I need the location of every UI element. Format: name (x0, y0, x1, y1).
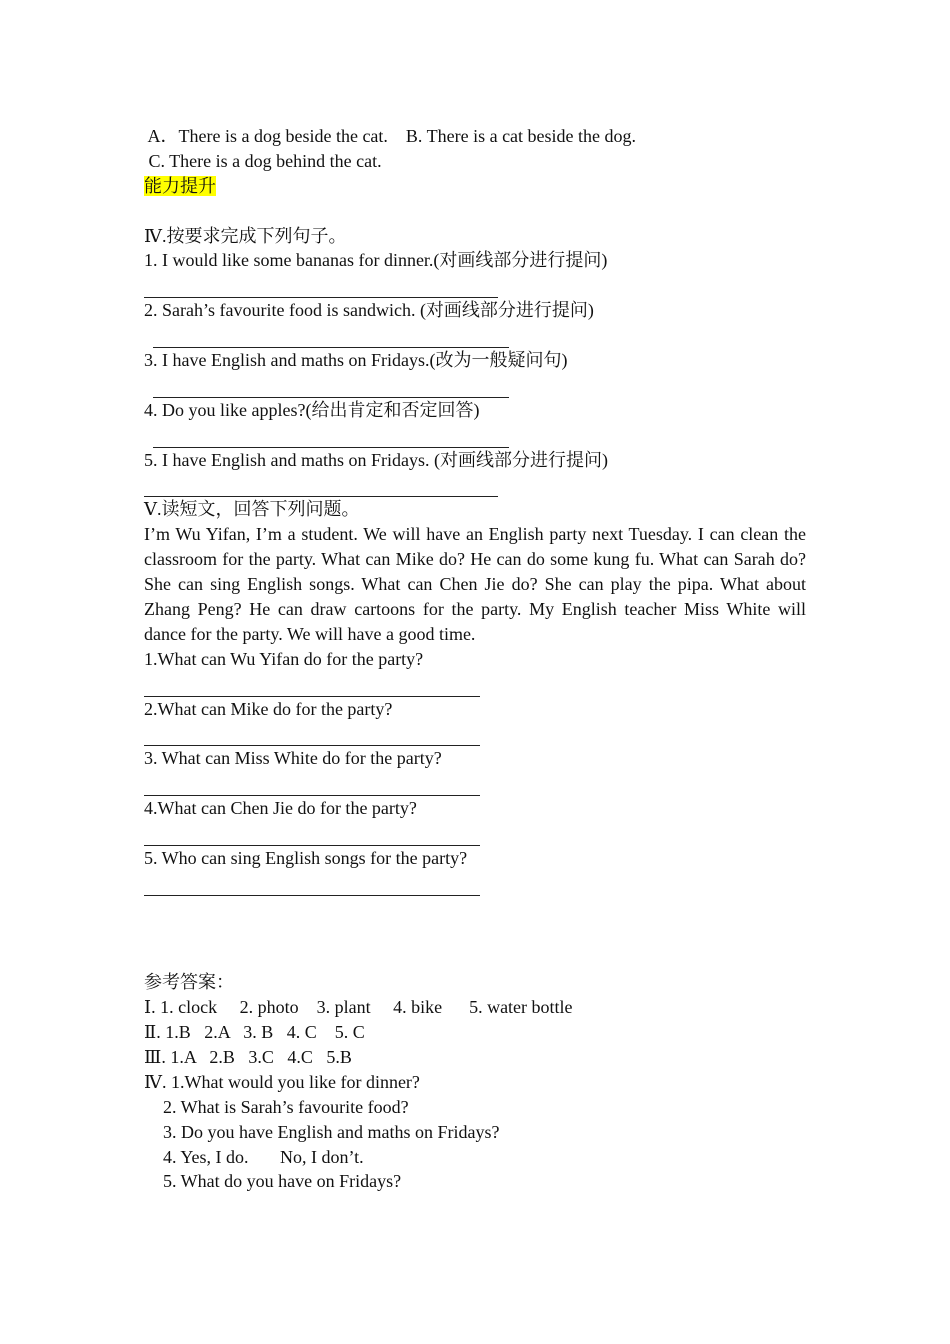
section5-question-4: 4.What can Chen Jie do for the party? (144, 798, 417, 819)
reading-passage: I’m Wu Yifan, I’m a student. We will have an English party next Tuesday. I can clean the classroom for the party. What can Mike do? He can do some kung fu. What can Sarah do? She can sing English songs. What can Chen Jie do? She can play the pipa. What about Zhang Peng? He can draw cartoons for the party. My English teacher Miss White will dance for the party. We will have a good time. (144, 524, 806, 644)
section5-heading: Ⅴ.读短文，回答下列问题。 (144, 499, 360, 520)
answers-heading: 参考答案： (144, 972, 234, 993)
answers-line-2: Ⅱ. 1.B 2.A 3. B 4. C 5. C (144, 1022, 365, 1043)
spacer (144, 921, 806, 946)
section5-question-3: 3. What can Miss White do for the party? (144, 748, 442, 769)
answer-blank[interactable] (144, 423, 806, 448)
section4-item-3: 3. I have English and maths on Fridays.(改为一般疑问句) (144, 350, 568, 371)
option-a-b: A．There is a dog beside the cat. B. There is a cat beside the dog. (144, 126, 637, 146)
section4-item-2: 2. Sarah’s favourite food is sandwich. (对画线部分进行提问) (144, 300, 594, 321)
section4-heading: Ⅳ.按要求完成下列句子。 (144, 225, 347, 246)
answers-indented-4: 5. What do you have on Fridays? (163, 1171, 402, 1192)
answers-indented-2: 3. Do you have English and maths on Fridays? (163, 1121, 500, 1142)
highlighted-heading: 能力提升 (144, 175, 216, 196)
section5-question-5: 5. Who can sing English songs for the party? (144, 847, 468, 868)
section5-question-2: 2.What can Mike do for the party? (144, 698, 393, 719)
answer-blank[interactable] (144, 672, 806, 697)
answers-line-1: Ⅰ. 1. clock 2. photo 3. plant 4. bike 5. water bottle (144, 997, 573, 1018)
answer-blank[interactable] (144, 323, 806, 348)
answer-blank[interactable] (144, 721, 806, 746)
answer-blank[interactable] (144, 273, 806, 298)
answers-indented-3: 4. Yes, I do. No, I don’t. (163, 1146, 364, 1167)
section5-question-1: 1.What can Wu Yifan do for the party? (144, 648, 424, 669)
answers-line-4: Ⅳ. 1.What would you like for dinner? (144, 1071, 420, 1092)
answer-blank[interactable] (144, 771, 806, 796)
answer-blank[interactable] (144, 472, 806, 497)
section4-item-5: 5. I have English and maths on Fridays. (对画线部分进行提问) (144, 449, 608, 470)
answer-blank[interactable] (144, 373, 806, 398)
answer-blank[interactable] (144, 821, 806, 846)
answers-indented-1: 2. What is Sarah’s favourite food? (163, 1096, 409, 1117)
section4-item-1: 1. I would like some bananas for dinner.(对画线部分进行提问) (144, 250, 608, 271)
document-page (144, 124, 806, 1194)
spacer (144, 199, 806, 224)
ability-heading (144, 174, 806, 199)
answers-line-3: Ⅲ. 1.A 2.B 3.C 4.C 5.B (144, 1047, 352, 1068)
spacer (144, 896, 806, 921)
spacer (144, 945, 806, 970)
option-c: C. There is a dog behind the cat. (144, 150, 382, 171)
section4-item-4: 4. Do you like apples?(给出肯定和否定回答) (144, 399, 480, 420)
answer-blank[interactable] (144, 871, 806, 896)
